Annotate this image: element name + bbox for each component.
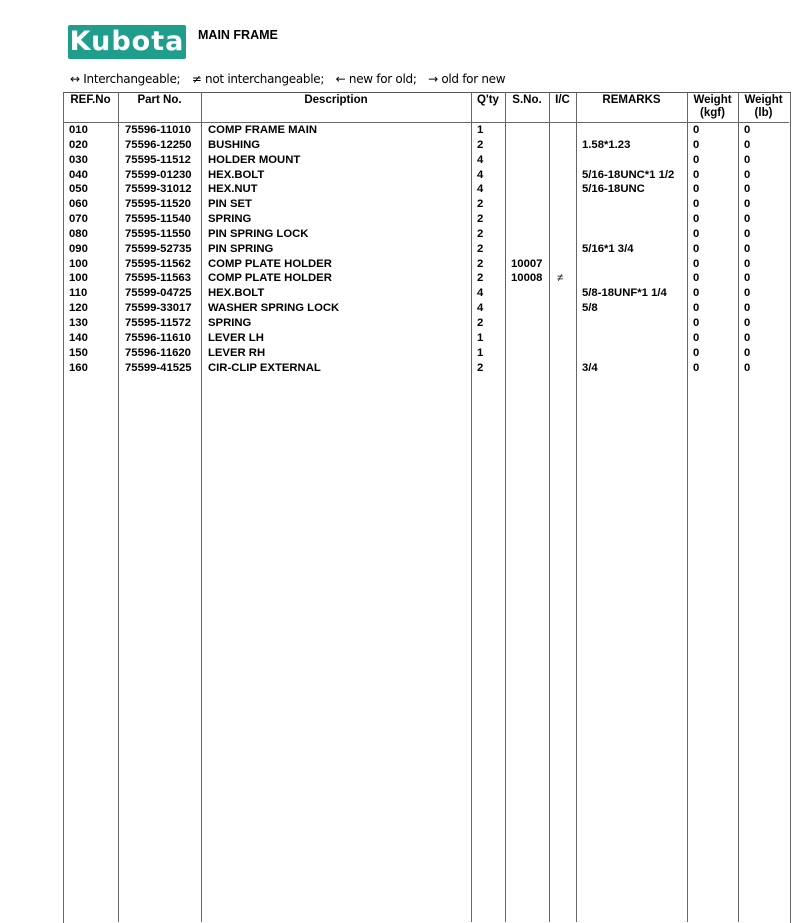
col-header-qty: Q'ty xyxy=(477,94,499,106)
cell-weight-lb: 0 xyxy=(744,242,751,255)
table-row xyxy=(0,346,800,361)
cell-weight-kgf: 0 xyxy=(693,213,700,226)
cell-ref: 010 xyxy=(69,124,88,136)
cell-ref: 150 xyxy=(69,346,88,359)
cell-ref: 100 xyxy=(69,257,88,270)
cell-description: LEVER RH xyxy=(208,346,266,359)
cell-weight-lb: 0 xyxy=(744,361,751,374)
cell-weight-lb: 0 xyxy=(744,183,751,196)
cell-remarks: 5/16-18UNC*1 1/2 xyxy=(582,168,675,181)
cell-description: CIR-CLIP EXTERNAL xyxy=(208,361,321,374)
cell-ref: 030 xyxy=(69,153,88,166)
cell-weight-kgf: 0 xyxy=(693,168,700,181)
cell-weight-kgf: 0 xyxy=(693,227,700,240)
cell-weight-kgf: 0 xyxy=(693,138,700,151)
parts-table-body xyxy=(0,123,800,375)
cell-part-no: 75599-41525 xyxy=(125,361,192,374)
cell-qty: 2 xyxy=(477,198,484,211)
cell-weight-kgf: 0 xyxy=(693,361,700,374)
cell-weight-lb: 0 xyxy=(744,227,751,240)
table-row xyxy=(0,227,800,242)
cell-qty: 4 xyxy=(477,183,484,196)
table-row xyxy=(0,182,800,197)
cell-qty: 2 xyxy=(477,138,484,151)
cell-qty: 2 xyxy=(477,213,484,226)
cell-description: PIN SET xyxy=(208,198,252,211)
cell-weight-kgf: 0 xyxy=(693,302,700,315)
cell-weight-kgf: 0 xyxy=(693,183,700,196)
cell-part-no: 75595-11520 xyxy=(125,198,191,211)
table-row xyxy=(0,123,800,138)
cell-part-no: 75599-04725 xyxy=(125,287,192,300)
table-row xyxy=(0,271,800,286)
cell-weight-kgf: 0 xyxy=(693,272,700,285)
table-row xyxy=(0,316,800,331)
cell-description: WASHER SPRING LOCK xyxy=(208,302,340,315)
cell-ref: 110 xyxy=(69,287,88,300)
table-row xyxy=(0,331,800,346)
cell-description: SPRING xyxy=(208,316,252,329)
cell-ref: 160 xyxy=(69,361,88,374)
col-header-ic: I/C xyxy=(555,94,570,106)
weight-kgf-label: Weight xyxy=(693,94,732,106)
table-row xyxy=(0,138,800,153)
cell-weight-lb: 0 xyxy=(744,316,751,329)
legend-new-for-old: ← new for old; xyxy=(335,72,417,86)
cell-part-no: 75595-11540 xyxy=(125,213,191,226)
cell-description: COMP PLATE HOLDER xyxy=(208,272,332,285)
cell-part-no: 75595-11550 xyxy=(125,227,191,240)
cell-ref: 090 xyxy=(69,242,88,255)
kubota-logo xyxy=(68,25,186,59)
cell-weight-lb: 0 xyxy=(744,124,751,136)
cell-weight-kgf: 0 xyxy=(693,242,700,255)
table-row xyxy=(0,257,800,272)
cell-remarks: 5/8 xyxy=(582,302,598,315)
cell-ref: 020 xyxy=(69,138,88,151)
cell-remarks: 5/16*1 3/4 xyxy=(582,242,634,255)
cell-weight-kgf: 0 xyxy=(693,257,700,270)
cell-weight-lb: 0 xyxy=(744,213,751,226)
weight-lb-label: Weight xyxy=(744,94,783,106)
weight-kgf-unit: (kgf) xyxy=(700,107,725,119)
cell-qty: 1 xyxy=(477,331,484,344)
logo-text: Kubota xyxy=(69,26,185,57)
cell-weight-kgf: 0 xyxy=(693,153,700,166)
cell-part-no: 75596-11610 xyxy=(125,331,191,344)
cell-part-no: 75599-01230 xyxy=(125,168,192,181)
cell-ref: 130 xyxy=(69,316,88,329)
cell-remarks: 1.58*1.23 xyxy=(582,138,631,151)
cell-ref: 040 xyxy=(69,168,88,181)
cell-sno: 10008 xyxy=(511,272,543,285)
cell-weight-lb: 0 xyxy=(744,153,751,166)
cell-sno: 10007 xyxy=(511,257,543,270)
table-row xyxy=(0,153,800,168)
cell-weight-lb: 0 xyxy=(744,168,751,181)
cell-part-no: 75595-11512 xyxy=(125,153,191,166)
cell-qty: 1 xyxy=(477,124,484,136)
cell-weight-kgf: 0 xyxy=(693,316,700,329)
cell-remarks: 3/4 xyxy=(582,361,598,374)
cell-weight-kgf: 0 xyxy=(693,331,700,344)
cell-part-no: 75595-11562 xyxy=(125,257,191,270)
col-header-description: Description xyxy=(304,94,368,106)
cell-ref: 080 xyxy=(69,227,88,240)
cell-weight-lb: 0 xyxy=(744,346,751,359)
cell-part-no: 75596-12250 xyxy=(125,138,192,151)
cell-description: HOLDER MOUNT xyxy=(208,153,301,166)
cell-ref: 140 xyxy=(69,331,88,344)
table-row xyxy=(0,286,800,301)
cell-description: HEX.BOLT xyxy=(208,168,265,181)
cell-description: SPRING xyxy=(208,213,252,226)
interchangeability-legend xyxy=(70,72,513,86)
col-header-ref: REF.No xyxy=(70,94,111,106)
cell-weight-lb: 0 xyxy=(744,138,751,151)
cell-weight-lb: 0 xyxy=(744,287,751,300)
col-header-sno: S.No. xyxy=(512,94,542,106)
cell-part-no: 75596-11010 xyxy=(125,124,191,136)
col-header-weight-kgf xyxy=(687,94,738,120)
cell-description: COMP PLATE HOLDER xyxy=(208,257,332,270)
table-row xyxy=(0,168,800,183)
table-row xyxy=(0,212,800,227)
cell-part-no: 75599-33017 xyxy=(125,302,192,315)
cell-qty: 4 xyxy=(477,287,484,300)
cell-weight-lb: 0 xyxy=(744,272,751,285)
cell-qty: 1 xyxy=(477,346,484,359)
cell-remarks: 5/8-18UNF*1 1/4 xyxy=(582,287,667,300)
legend-not-interchangeable: ≠ not interchangeable; xyxy=(191,72,325,86)
cell-part-no: 75595-11563 xyxy=(125,272,191,285)
cell-remarks: 5/16-18UNC xyxy=(582,183,645,196)
cell-qty: 2 xyxy=(477,272,484,285)
cell-qty: 2 xyxy=(477,257,484,270)
cell-part-no: 75595-11572 xyxy=(125,316,191,329)
col-header-part: Part No. xyxy=(137,94,182,106)
col-header-weight-lb xyxy=(738,94,789,120)
legend-old-for-new: → old for new xyxy=(428,72,506,86)
cell-part-no: 75596-11620 xyxy=(125,346,191,359)
cell-ref: 070 xyxy=(69,213,88,226)
col-header-remarks: REMARKS xyxy=(602,94,661,106)
cell-qty: 2 xyxy=(477,316,484,329)
cell-weight-kgf: 0 xyxy=(693,287,700,300)
cell-qty: 4 xyxy=(477,168,484,181)
cell-qty: 2 xyxy=(477,227,484,240)
cell-qty: 4 xyxy=(477,153,484,166)
cell-description: COMP FRAME MAIN xyxy=(208,124,317,136)
cell-description: PIN SPRING xyxy=(208,242,274,255)
cell-weight-lb: 0 xyxy=(744,331,751,344)
cell-ref: 100 xyxy=(69,272,88,285)
cell-description: HEX.NUT xyxy=(208,183,258,196)
cell-weight-lb: 0 xyxy=(744,198,751,211)
cell-description: LEVER LH xyxy=(208,331,264,344)
cell-ic: ≠ xyxy=(557,272,564,285)
cell-description: BUSHING xyxy=(208,138,261,151)
page-title: MAIN FRAME xyxy=(198,28,278,42)
cell-qty: 2 xyxy=(477,361,484,374)
table-row xyxy=(0,301,800,316)
cell-description: HEX.BOLT xyxy=(208,287,265,300)
cell-qty: 2 xyxy=(477,242,484,255)
table-row xyxy=(0,197,800,212)
table-row xyxy=(0,242,800,257)
legend-interchangeable: ↔ Interchangeable; xyxy=(70,72,181,86)
cell-ref: 120 xyxy=(69,302,88,315)
cell-part-no: 75599-52735 xyxy=(125,242,192,255)
cell-weight-kgf: 0 xyxy=(693,198,700,211)
table-row xyxy=(0,361,800,376)
weight-lb-unit: (lb) xyxy=(754,107,773,119)
cell-weight-kgf: 0 xyxy=(693,124,700,136)
cell-part-no: 75599-31012 xyxy=(125,183,192,196)
cell-weight-lb: 0 xyxy=(744,257,751,270)
cell-ref: 060 xyxy=(69,198,88,211)
cell-ref: 050 xyxy=(69,183,88,196)
cell-description: PIN SPRING LOCK xyxy=(208,227,309,240)
cell-weight-lb: 0 xyxy=(744,302,751,315)
cell-weight-kgf: 0 xyxy=(693,346,700,359)
cell-qty: 4 xyxy=(477,302,484,315)
